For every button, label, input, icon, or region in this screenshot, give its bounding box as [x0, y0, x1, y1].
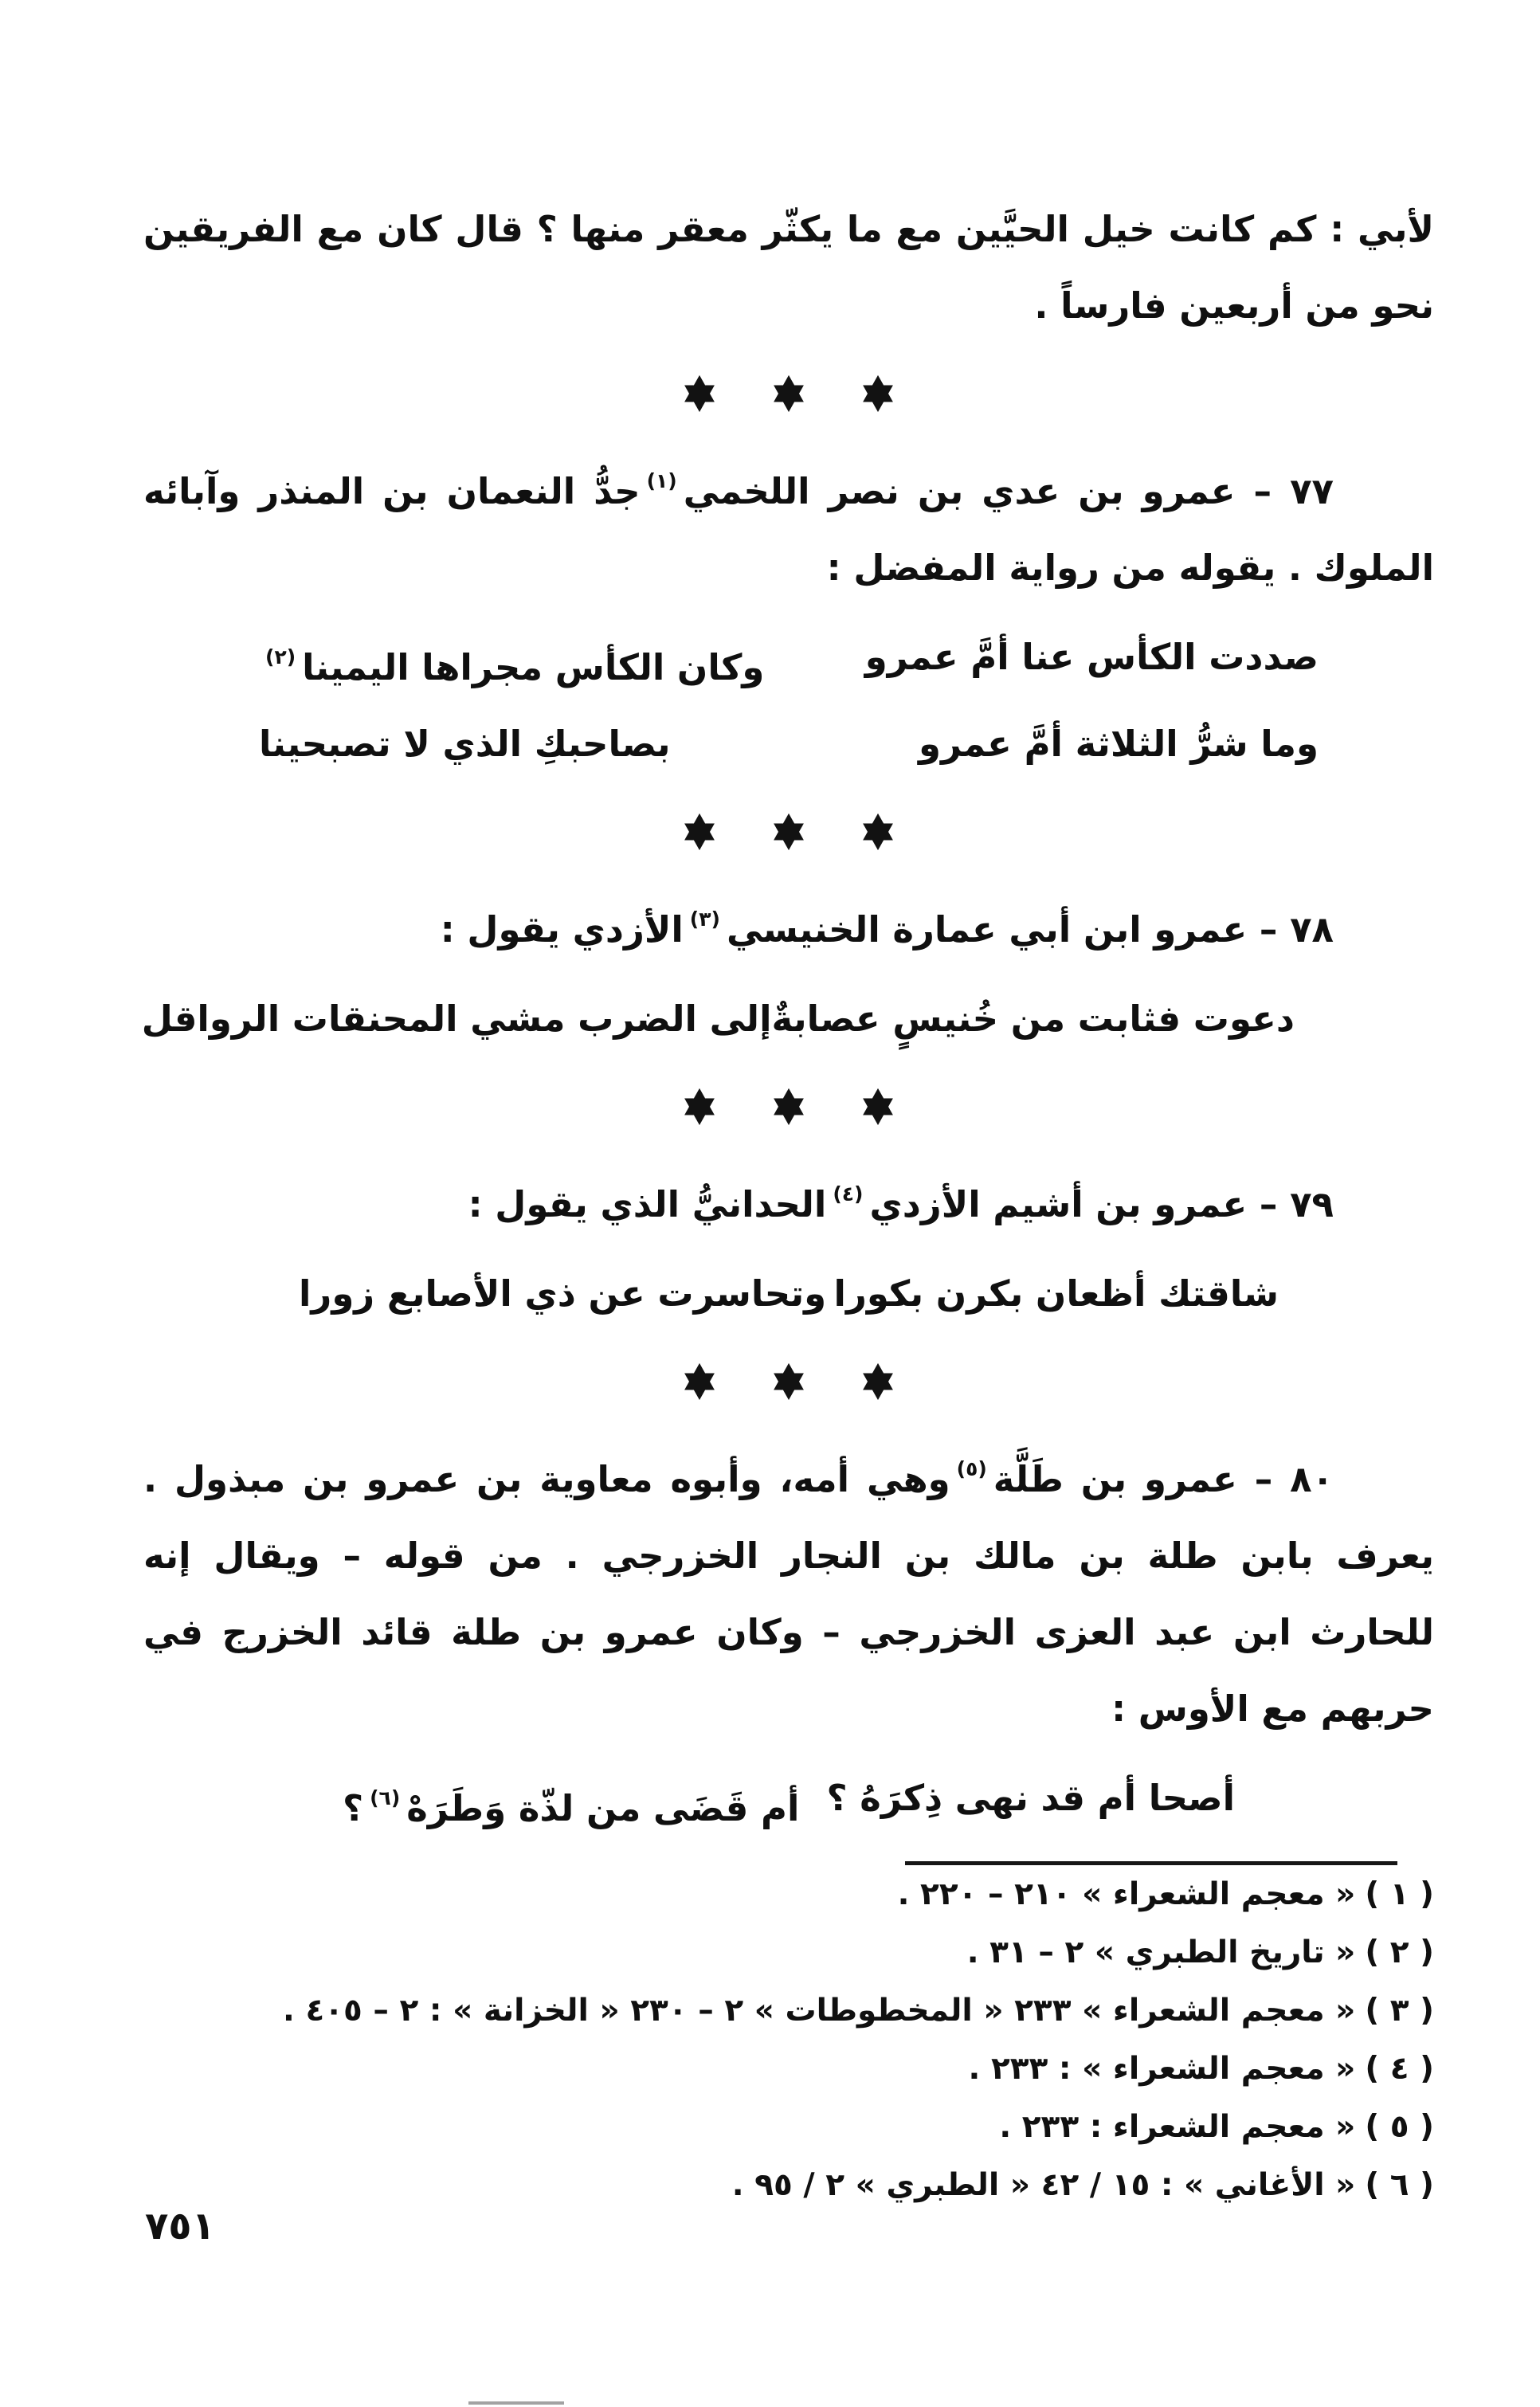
- footnote-item: [143, 2040, 1434, 2098]
- star-icon: [683, 1362, 716, 1401]
- footnote-text: « معجم الشعراء » ٢٣٣ « المخطوطات » ٢ – ٢٣٠ « الخزانة » : ٢ – ٤٠٥ .: [283, 1993, 1356, 2029]
- verse-line: [259, 619, 1319, 706]
- star-icon: [861, 1362, 895, 1401]
- stars-separator: [143, 1358, 1434, 1405]
- entry-78-heading: [143, 881, 1434, 968]
- hemistich-left-text: أم قَضَى من لذّة وَطَرَهْ: [406, 1787, 800, 1829]
- footnote-ref-3: (٣): [689, 908, 720, 931]
- star-icon: [772, 1362, 805, 1401]
- scan-artifact: [468, 2401, 564, 2405]
- footnote-marker: ( ١ ): [1365, 1876, 1434, 1912]
- entry-79-heading: [143, 1156, 1434, 1243]
- footnote-item: [143, 1923, 1434, 1982]
- footnote-ref-1: (١): [646, 469, 677, 492]
- entry-80-heading: [143, 1431, 1434, 1747]
- footnote-ref-4: (٤): [833, 1182, 864, 1205]
- hemistich-right: صددت الكأس عنا أمَّ عمرو: [864, 636, 1319, 678]
- hemistich-left: وتحاسرت عن ذي الأصابع زورا: [299, 1272, 827, 1315]
- entry-77: [143, 443, 1434, 782]
- entry-77-heading-post: جدُّ النعمان بن المنذر وآبائه الملوك . يقوله من رواية المفضل :: [143, 470, 1434, 589]
- star-icon: [861, 374, 895, 414]
- star-icon: [683, 374, 716, 414]
- star-icon: [772, 812, 805, 852]
- verse-line: [343, 1760, 1235, 1847]
- footnote-text: « معجم الشعراء » ٢١٠ – ٢٢٠ .: [897, 1876, 1356, 1912]
- verse-line: [299, 1256, 1279, 1332]
- hemistich-left: بصاحبكِ الذي لا تصبحينا: [259, 723, 671, 765]
- star-icon: [861, 1087, 895, 1127]
- verse-line: [141, 981, 1295, 1057]
- entry-78-verse: [141, 981, 1295, 1057]
- star-icon: [683, 812, 716, 852]
- footnote-text: « معجم الشعراء : ٢٣٣ .: [999, 2109, 1356, 2145]
- entry-80-verse: [343, 1760, 1235, 1847]
- star-icon: [861, 812, 895, 852]
- intro-paragraph: لأبي : كم كانت خيل الحيَّين مع ما يكثّر معقر منها ؟ قال كان مع الفريقين نحو من أربعين فارساً .: [143, 208, 1434, 327]
- stars-separator: [143, 1083, 1434, 1131]
- entry-80: [143, 1431, 1434, 1847]
- footnote-marker: ( ٢ ): [1365, 1935, 1434, 1970]
- star-icon: [683, 1087, 716, 1127]
- footnote-ref-2: (٢): [265, 645, 296, 668]
- entry-77-heading-pre: ٧٧ – عمرو بن عدي بن نصر اللخمي: [683, 470, 1334, 512]
- hemistich-right: شاقتك أظعان بكرن بكورا: [833, 1272, 1279, 1315]
- footnote-item: [143, 2098, 1434, 2156]
- star-icon: [772, 1087, 805, 1127]
- entry-78-heading-pre: ٧٨ – عمرو ابن أبي عمارة الخنيسي: [726, 908, 1334, 951]
- footnote-item: [143, 1865, 1434, 1923]
- hemistich-left-tail: ؟: [343, 1787, 364, 1829]
- footnote-text: « تاريخ الطبري » ٢ – ٣١ .: [966, 1935, 1356, 1970]
- footnote-item: [143, 2156, 1434, 2214]
- entry-78: [143, 881, 1434, 1057]
- entry-79-heading-pre: ٧٩ – عمرو بن أشيم الأزدي: [869, 1183, 1334, 1225]
- hemistich-left: إلى الضرب مشي المحنقات الرواقل: [141, 998, 772, 1040]
- entry-78-heading-post: الأزدي يقول :: [440, 908, 684, 951]
- footnote-text: « الأغاني » : ١٥ / ٤٢ « الطبري » ٢ / ٩٥ .: [731, 2167, 1356, 2203]
- entry-79-heading-post: الحدانيُّ الذي يقول :: [468, 1183, 827, 1225]
- hemistich-left-text: وكان الكأس مجراها اليمينا: [302, 646, 765, 688]
- star-icon: [772, 374, 805, 414]
- hemistich-right: وما شرُّ الثلاثة أمَّ عمرو: [919, 723, 1319, 765]
- footnote-item: [143, 1982, 1434, 2040]
- footnote-ref-6: (٦): [370, 1786, 401, 1809]
- footnote-marker: ( ٦ ): [1365, 2167, 1434, 2203]
- footnote-ref-5: (٥): [956, 1457, 987, 1480]
- entry-79-verse: [299, 1256, 1279, 1332]
- verse-line: [259, 706, 1319, 782]
- entry-77-heading: [143, 443, 1434, 606]
- footnote-text: « معجم الشعراء » : ٢٣٣ .: [968, 2051, 1356, 2087]
- stars-separator: [143, 808, 1434, 856]
- entry-77-verse: [259, 619, 1319, 782]
- footnote-marker: ( ٥ ): [1365, 2109, 1434, 2145]
- footnotes-section: [143, 1861, 1434, 2214]
- hemistich-right: دعوت فثابت من خُنيسٍ عصابةٌ: [771, 998, 1295, 1040]
- entry-80-heading-pre: ٨٠ – عمرو بن طَلَّة: [993, 1458, 1334, 1500]
- entry-79: [143, 1156, 1434, 1332]
- hemistich-right: أصحا أم قد نهى ذِكرَهُ ؟: [826, 1777, 1235, 1819]
- stars-separator: [143, 370, 1434, 418]
- page-number: ٧٥١: [145, 2204, 215, 2248]
- hemistich-left: [343, 1760, 799, 1847]
- footnote-marker: ( ٤ ): [1365, 2051, 1434, 2087]
- hemistich-left: [259, 619, 764, 706]
- footnote-marker: ( ٣ ): [1365, 1993, 1434, 2029]
- entry-80-heading-post: وهي أمه، وأبوه معاوية بن عمرو بن مبذول . يعرف بابن طلة بن مالك بن النجار الخزرجي . من قوله – ويقال إنه للحارث ابن عبد العزى الخزرجي – وكان عمرو بن طلة قائد الخزرج في حربهم مع الأوس :: [143, 1458, 1434, 1730]
